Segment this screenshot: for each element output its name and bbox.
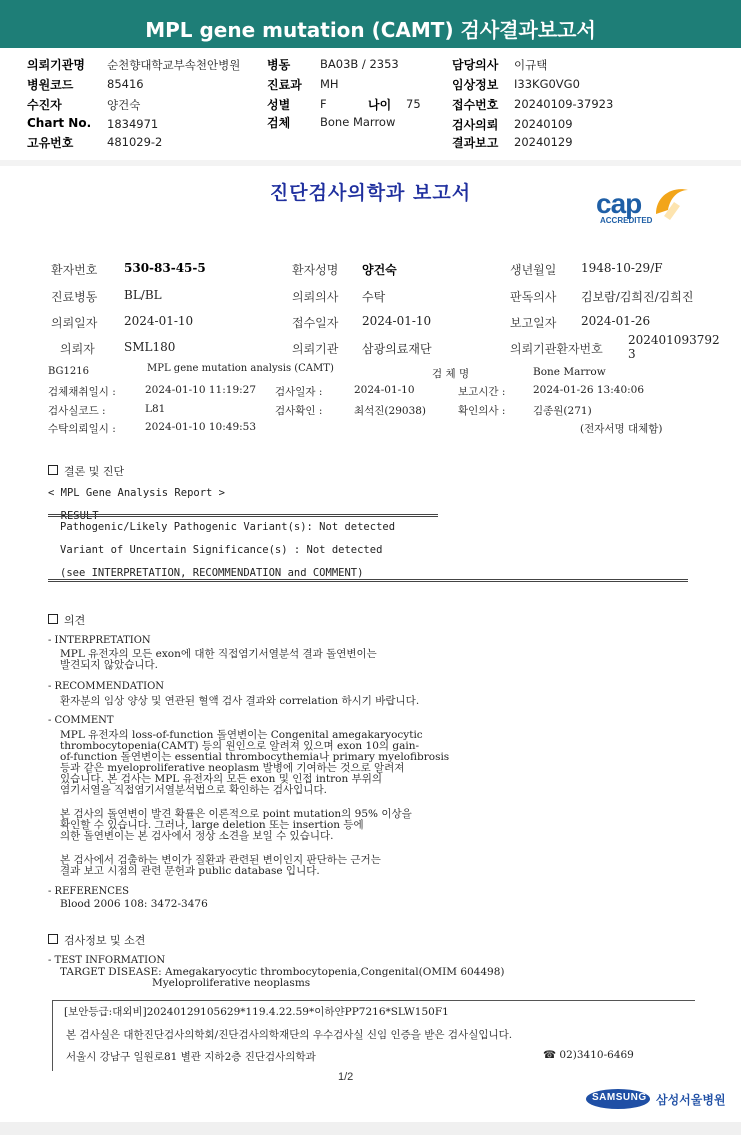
consign-time-value: 2024-01-10 10:49:53 [145,421,257,433]
receipt-value: 20240109-37923 [514,97,614,111]
specimen-name-label: 검 체 명 [432,368,470,380]
clinical-info-label: 임상정보 [452,78,499,92]
confirm-doctor-value: 김종원(271) [533,405,592,417]
test-code: BG1216 [48,366,89,377]
comment-line: 의한 돌연변이는 본 검사에서 정상 소견을 보일 수 있습니다. [60,830,334,842]
comment-line: 염기서열을 직접염기서열분석법으로 확인하는 검사입니다. [60,784,327,796]
test-information-label: - TEST INFORMATION [48,955,166,966]
specimen-value: Bone Marrow [320,115,396,129]
unique-no-label: 고유번호 [27,136,74,150]
hospital-value: 순천향대학교부속천안병원 [107,58,241,72]
result-see-note: (see INTERPRETATION, RECOMMENDATION and COMMENT) [60,567,364,579]
lab-code-value: L81 [145,403,166,415]
reference-line: Blood 2006 108: 3472-3476 [60,898,208,910]
report-time-value: 2024-01-26 13:40:06 [533,384,645,396]
chart-no-value: 1834971 [107,117,159,131]
patient-value: 양건숙 [107,98,141,112]
req-institution-label: 의뢰기관 [292,342,339,356]
comment-line: 결과 보고 시점의 관련 문헌과 public database 입니다. [60,865,320,877]
doctor-value: 이규택 [514,58,548,72]
patient-name-value: 양건숙 [362,263,397,277]
test-date-value: 2024-01-10 [354,384,415,396]
ward-value: BA03B / 2353 [320,57,399,71]
request-date-label: 검사의뢰 [452,118,499,132]
request-date-value: 20240109 [514,117,573,131]
result-rule-top [48,514,438,517]
patient-no-label: 환자번호 [51,263,98,277]
specimen-name-value: Bone Marrow [533,366,606,378]
comment-line: of-function 돌연변이는 essential thrombocythemia나 primary myelofibrosis [60,751,450,763]
patient-no-value: 530-83-45-5 [124,261,206,275]
address-line: 서울시 강남구 일원로81 별관 지하2층 진단검사의학과 [66,1051,316,1063]
requester-value: SML180 [124,340,176,354]
lab-code-label: 검사실코드 : [48,405,106,417]
report-title: 진단검사의학과 보고서 [269,182,472,204]
sex-value: F [320,97,327,111]
department-value: MH [320,77,339,91]
age-label: 나이 [368,98,392,112]
sex-label: 성별 [267,98,291,112]
birth-value: 1948-10-29/F [581,261,663,275]
req-date-value: 2024-01-10 [124,314,194,328]
reading-doctor-value: 김보람/김희진/김희진 [581,290,694,304]
interpretation-label: - INTERPRETATION [48,635,151,646]
bottom-strip [0,1122,741,1135]
clinical-info-value: I33KG0VG0 [514,77,580,91]
specimen-label: 검체 [267,116,291,130]
hospital-code-label: 병원코드 [27,78,74,92]
patient-name-label: 환자성명 [292,263,339,277]
hospital-label: 의뢰기관명 [27,58,85,72]
page-number: 1/2 [338,1071,354,1083]
test-confirm-value: 최석진(29038) [354,405,427,417]
samsung-logo-text: SAMSUNG [592,1092,647,1103]
reading-doctor-label: 판독의사 [510,290,557,304]
comment-line: 등과 같은 myeloproliferative neoplasm 발병에 기여하는 것으로 알려져 [60,762,405,774]
report-day-value: 2024-01-26 [581,314,651,328]
section-square-icon [48,614,58,624]
comment-line: MPL 유전자의 loss-of-function 돌연변이는 Congenital amegakaryocytic [60,729,423,741]
req-doctor-value: 수탁 [362,290,386,304]
test-confirm-label: 검사확인 : [275,405,323,417]
inst-patient-no-value-a: 202401093792 [628,333,720,347]
testinfo-heading-text: 검사정보 및 소견 [64,934,146,947]
doctor-label: 담당의사 [452,58,499,72]
target-disease-line2: Myeloproliferative neoplasms [152,977,311,989]
result-vus: Variant of Uncertain Significance(s) : Not detected [60,544,383,556]
references-label: - REFERENCES [48,886,130,897]
hospital-name: 삼성서울병원 [656,1093,726,1107]
recv-date-value: 2024-01-10 [362,314,432,328]
ward-code-value: BL/BL [124,288,162,302]
recommendation-label: - RECOMMENDATION [48,681,165,692]
req-date-label: 의뢰일자 [51,316,98,330]
cap-logo-text: cap [596,188,642,219]
age-value: 75 [406,97,421,111]
header-divider [0,160,741,166]
interpretation-line: MPL 유전자의 모든 exon에 대한 직접염기서열분석 결과 돌연변이는 [60,648,377,660]
report-date-value: 20240129 [514,135,573,149]
recv-date-label: 접수일자 [292,316,339,330]
department-label: 진료과 [267,78,302,92]
consign-time-label: 수탁의뢰일시 : [48,423,116,435]
testinfo-heading [48,932,145,948]
comment-line: 확인할 수 있습니다. 그러나, large deletion 또는 insertion 등에 [60,819,364,831]
unique-no-value: 481029-2 [107,135,163,149]
ward-code-label: 진료병동 [51,290,98,304]
comment-label: - COMMENT [48,715,114,726]
test-date-label: 검사일자 : [275,386,323,398]
report-date-label: 결과보고 [452,136,499,150]
recommendation-line: 환자분의 임상 양상 및 연관된 혈액 검사 결과와 correlation 하시기 바랍니다. [60,695,420,707]
section-square-icon [48,934,58,944]
security-line: [보안등급:대외비]20240129105629*119.4.22.59*이하얀PP7216*SLW150F1 [64,1006,449,1018]
phone-line: ☎ 02)3410-6469 [543,1049,634,1061]
receipt-label: 접수번호 [452,98,499,112]
chart-no-label: Chart No. [27,116,92,130]
req-institution-value: 삼광의료재단 [362,342,432,356]
certification-line: 본 검사실은 대한진단검사의학회/진단검사의학재단의 우수검사실 신임 인증을 받은 검사실입니다. [66,1029,513,1041]
comment-line: 본 검사의 돌연변이 발견 확률은 이론적으로 point mutation의 95% 이상을 [60,808,412,820]
opinion-heading [48,612,85,628]
interpretation-line: 발견되지 않았습니다. [60,659,158,671]
report-time-label: 보고시간 : [458,386,506,398]
cap-accredited-text: ACCREDITED [600,216,653,225]
collect-time-label: 검체채취일시 : [48,386,116,398]
birth-label: 생년월일 [510,263,557,277]
result-rule-bottom [48,579,688,582]
comment-line: 있습니다. 본 검사는 MPL 유전자의 모든 exon 및 인접 intron 부위의 [60,773,383,785]
comment-line: 본 검사에서 검출하는 변이가 질환과 관련된 변이인지 판단하는 근거는 [60,854,381,866]
collect-time-value: 2024-01-10 11:19:27 [145,384,257,396]
inst-patient-no-value-b: 3 [628,347,636,361]
target-disease-line: TARGET DISEASE: Amegakaryocytic thrombocytopenia,Congenital(OMIM 604498) [60,966,505,978]
conclusion-heading-text: 결론 및 진단 [64,465,125,478]
report-day-label: 보고일자 [510,316,557,330]
comment-line: thrombocytopenia(CAMT) 등의 원인으로 알려져 있으며 exon 10의 gain- [60,740,420,752]
analysis-report-subtitle: < MPL Gene Analysis Report > [48,487,226,499]
patient-label: 수진자 [27,98,62,112]
section-square-icon [48,465,58,475]
ward-label: 병동 [267,58,291,72]
conclusion-heading [48,463,124,479]
e-signature-note: (전자서명 대체함) [580,423,663,435]
inst-patient-no-label: 의뢰기관환자번호 [510,342,603,356]
req-doctor-label: 의뢰의사 [292,290,339,304]
hospital-code-value: 85416 [107,77,144,91]
cap-logo [594,184,694,230]
result-label: = RESULT = [48,510,112,522]
result-pathogenic: Pathogenic/Likely Pathogenic Variant(s): Not detected [60,521,396,533]
page-title: MPL gene mutation (CAMT) 검사결과보고서 [145,18,596,42]
test-name: MPL gene mutation analysis (CAMT) [147,363,334,374]
confirm-doctor-label: 확인의사 : [458,405,506,417]
opinion-heading-text: 의견 [64,614,86,627]
requester-label: 의뢰자 [60,342,95,356]
